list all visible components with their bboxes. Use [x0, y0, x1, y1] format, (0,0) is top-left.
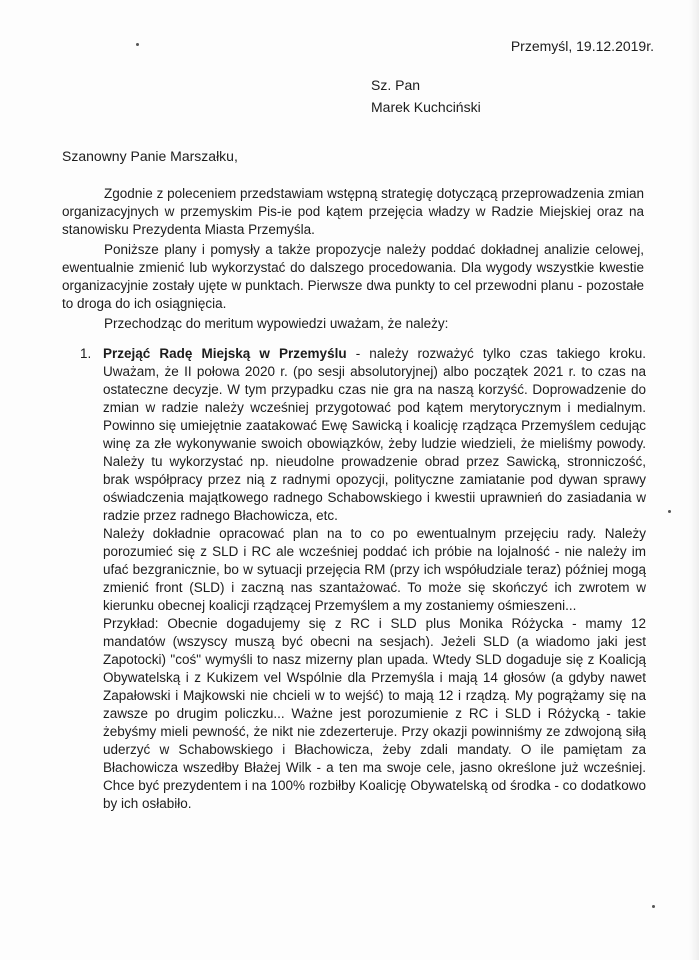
salutation: Szanowny Panie Marszałku,: [62, 148, 238, 164]
addressee-block: [371, 74, 481, 118]
addressee-line-2: Marek Kuchciński: [371, 99, 481, 115]
list-heading: Przejąć Radę Miejską w Przemyślu: [103, 346, 347, 361]
paragraph-2: Poniższe plany i pomysły a także propozycje należy poddać dokładnej analizie celowej, ewentualnie zmienić lub wykorzystać do dalszego procedowania. Dla wygody wszystkie kwestie organizacyjnie zostały ujęte w punktach. Pierwsze dwa punkty to cel przewodni planu - pozostałe to droga do ich osiągnięcia.: [62, 242, 644, 311]
list-paragraph-c: Przykład: Obecnie dogadujemy się z RC i SLD plus Monika Różycka - mamy 12 mandatów (wszyscy muszą być obecni na sesjach). Jeżeli SLD (a wiadomo jaki jest Zapotocki) "coś" wymyśli to nasz mizerny plan upada. Wtedy SLD dogaduje się z Koalicją Obywatelską i z Kukizem vel Wspólnie dla Przemyśla i mają 14 głosów (a gdyby nawet Zapałowski i Majkowski nie chcieli w to wejść) to mają 12 i rządzą. My pogrążamy się na zawsze po drugim policzku... Ważne jest porozumienie z RC i SLD i Różycką - takie żebyśmy mieli pewność, że nikt nie zdezerteruje. Przy okazji powinniśmy ze zdwojoną siłą uderzyć w Schabowskiego i Błachowicza, żeby zdali mandaty. O ile pamiętam za Błachowicza wszedłby Błażej Wilk - a ten ma swoje cele, jasno określone już wcześniej. Chce być prezydentem i na 100% rozbiłby Koalicję Obywatelską od środka - co dodatkowo by ich osłabiło.: [103, 616, 646, 811]
scan-speck: [652, 905, 655, 908]
list-item-1: [80, 345, 646, 813]
scan-speck: [136, 43, 139, 46]
paragraph-3: Przechodząc do meritum wypowiedzi uważam, że należy:: [104, 316, 449, 331]
list-text-a: - należy rozważyć tylko czas takiego kroku. Uważam, że II połowa 2020 r. (po sesji absolutoryjnej) albo początek 2021 r. to czas na ostateczne decyzje. W tym przypadku czas nie gra na naszą korzyść. Doprowadzenie do zmian w radzie należy wcześniej przygotować pod kątem merytorycznym i medialnym. Powinno się umiejętnie zaatakować Ewę Sawicką i koalicję rządząca Przemyślem cedując winę za złe wykonywanie swoich obowiązków, żeby ludzie wiedzieli, że mieliśmy powody. Należy tu wykorzystać np. nieudolne prowadzenie obrad przez Sawicką, stronniczość, brak współpracy przez nią z radnymi opozycji, polityczne zamiatanie pod dywan sprawy oświadczenia majątkowego radnego Schabowskiego i kwestii uprawnień do zasiadania w radzie przez radnego Błachowicza, etc.: [103, 346, 646, 523]
list-paragraph-b: Należy dokładnie opracować plan na to co po ewentualnym przejęciu rady. Należy porozumieć się z SLD i RC ale wcześniej poddać ich próbie na lojalność - nie należy im ufać bezgranicznie, bo w sytuacji przejęcia RM (przy ich współudziale teraz) później mogą zmienić front (SLD) i zaczną nas szantażować. To może się skończyć ich zwrotem w kierunku obecnej koalicji rządzącej Przemyślem a my zostaniemy ośmieszeni...: [103, 526, 646, 613]
paragraph-1: Zgodnie z poleceniem przedstawiam wstępną strategię dotyczącą przeprowadzenia zmian organizacyjnych w przemyskim Pis-ie pod kątem przejęcia władzy w Radzie Miejskiej oraz na stanowisku Prezydenta Miasta Przemyśla.: [62, 186, 644, 237]
list-number: 1.: [80, 346, 92, 361]
list-item-body: [103, 345, 646, 813]
letter-body: [62, 185, 644, 353]
place-date: Przemyśl, 19.12.2019r.: [510, 38, 654, 54]
scan-speck: [668, 510, 671, 513]
addressee-line-1: Sz. Pan: [371, 77, 421, 93]
scan-edge-shadow: [689, 0, 699, 960]
list-paragraph-a: [103, 345, 646, 525]
